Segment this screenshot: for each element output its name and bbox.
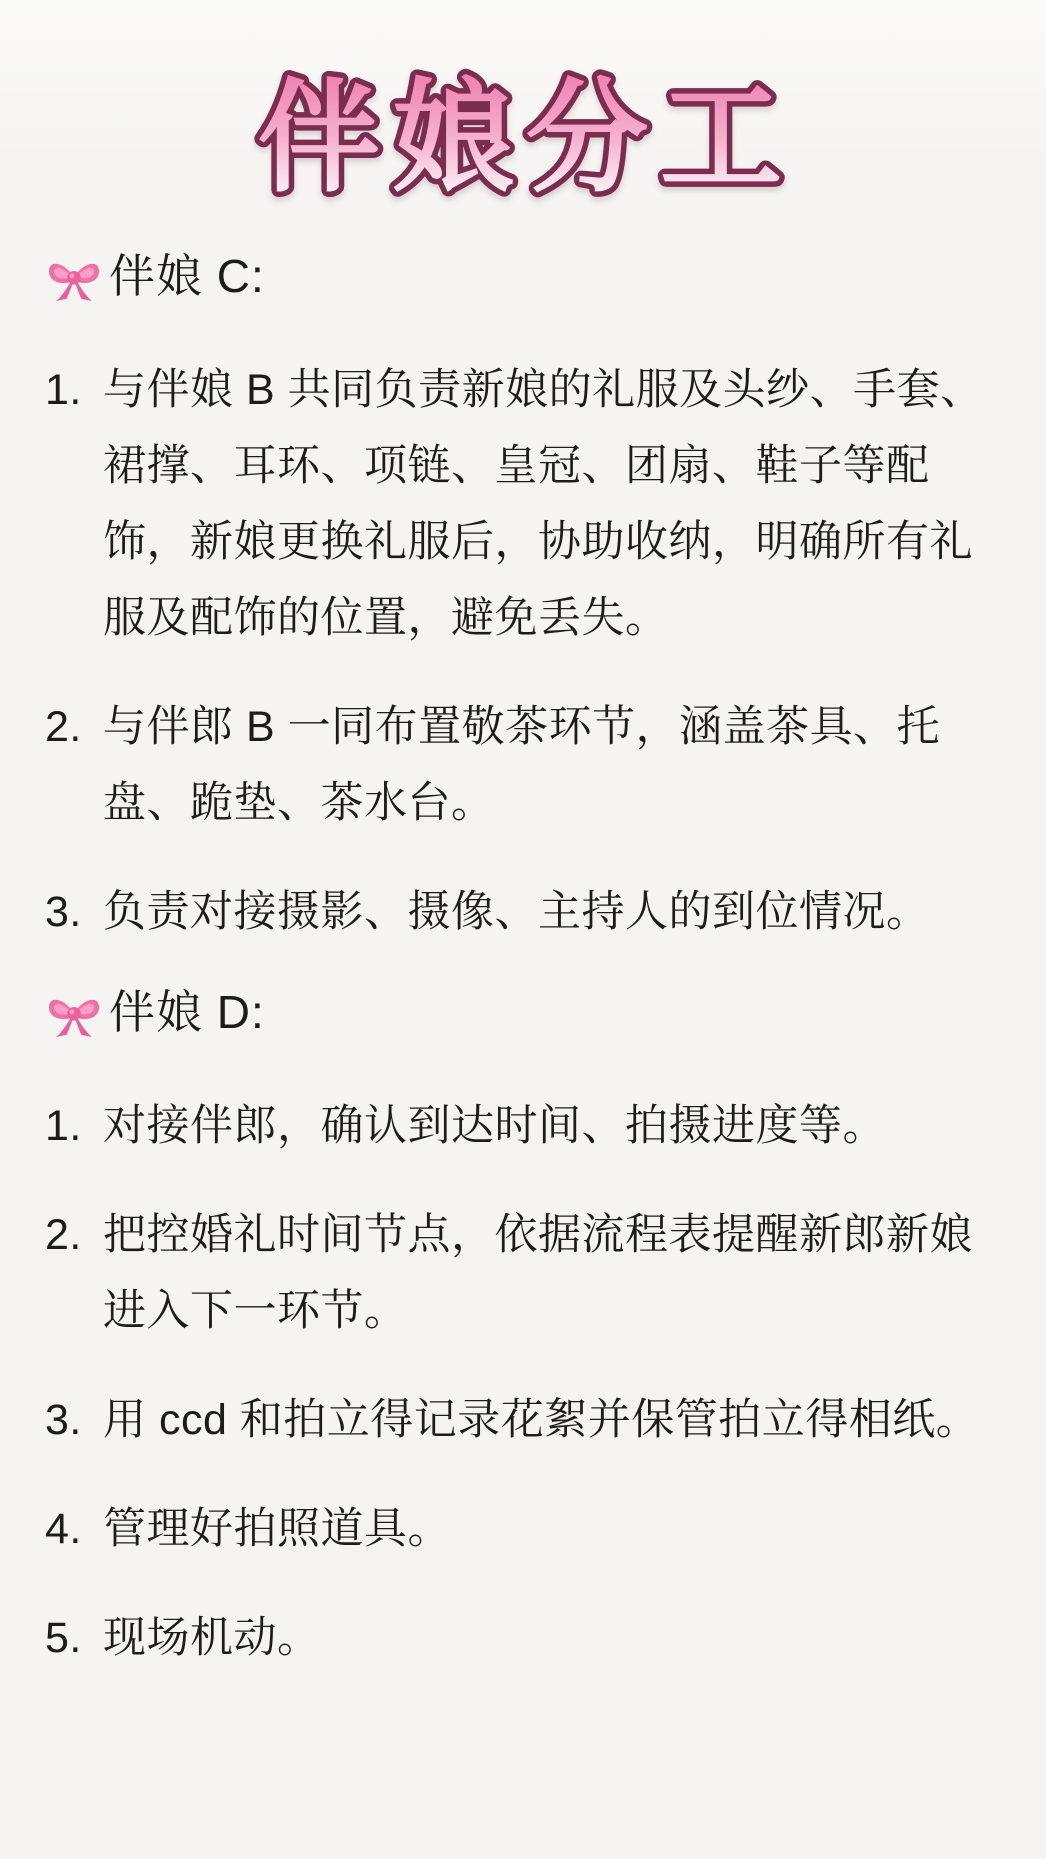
list-item: [45, 1382, 1006, 1458]
list-item: [45, 1600, 1006, 1676]
item-number: 1.: [45, 1102, 82, 1150]
item-number: 5.: [45, 1614, 82, 1662]
item-number: 3.: [45, 1396, 82, 1444]
bow-ribbon-icon: [45, 248, 103, 306]
page-title: [226, 42, 826, 214]
list-item: [45, 689, 1006, 841]
list-item: [45, 1491, 1006, 1567]
bow-ribbon-icon: [45, 984, 103, 1042]
item-text: 对接伴郎，确认到达时间、拍摄进度等。: [103, 1102, 886, 1150]
section-heading: [45, 248, 1006, 306]
item-number: 3.: [45, 888, 82, 936]
item-number: 2.: [45, 703, 82, 751]
duty-section: [45, 248, 1006, 950]
duty-list: [45, 1088, 1006, 1676]
item-text: 负责对接摄影、摄像、主持人的到位情况。: [103, 888, 930, 936]
list-item: [45, 1197, 1006, 1349]
item-text: 现场机动。: [103, 1614, 321, 1662]
list-item: [45, 352, 1006, 656]
item-text: 管理好拍照道具。: [103, 1505, 451, 1553]
section-heading: [45, 984, 1006, 1042]
item-text: 与伴娘 B 共同负责新娘的礼服及头纱、手套、裙撑、耳环、项链、皇冠、团扇、鞋子等配饰，新娘更换礼服后，协助收纳，明确所有礼服及配饰的位置，避免丢失。: [103, 366, 984, 642]
section-heading-label: 伴娘 D:: [109, 986, 265, 1039]
item-number: 4.: [45, 1505, 82, 1553]
section-heading-label: 伴娘 C:: [109, 250, 265, 303]
item-number: 1.: [45, 366, 82, 414]
title-banner: [45, 42, 1006, 214]
content: [45, 248, 1006, 1676]
item-number: 2.: [45, 1211, 82, 1259]
list-item: [45, 874, 1006, 950]
item-text: 把控婚礼时间节点，依据流程表提醒新郎新娘进入下一环节。: [103, 1211, 973, 1335]
item-text: 用 ccd 和拍立得记录花絮并保管拍立得相纸。: [103, 1396, 980, 1444]
item-text: 与伴郎 B 一同布置敬茶环节，涵盖茶具、托盘、跪垫、茶水台。: [103, 703, 941, 827]
duty-section: [45, 984, 1006, 1676]
list-item: [45, 1088, 1006, 1164]
page-title-text: 伴娘分工: [257, 70, 794, 206]
duty-list: [45, 352, 1006, 950]
